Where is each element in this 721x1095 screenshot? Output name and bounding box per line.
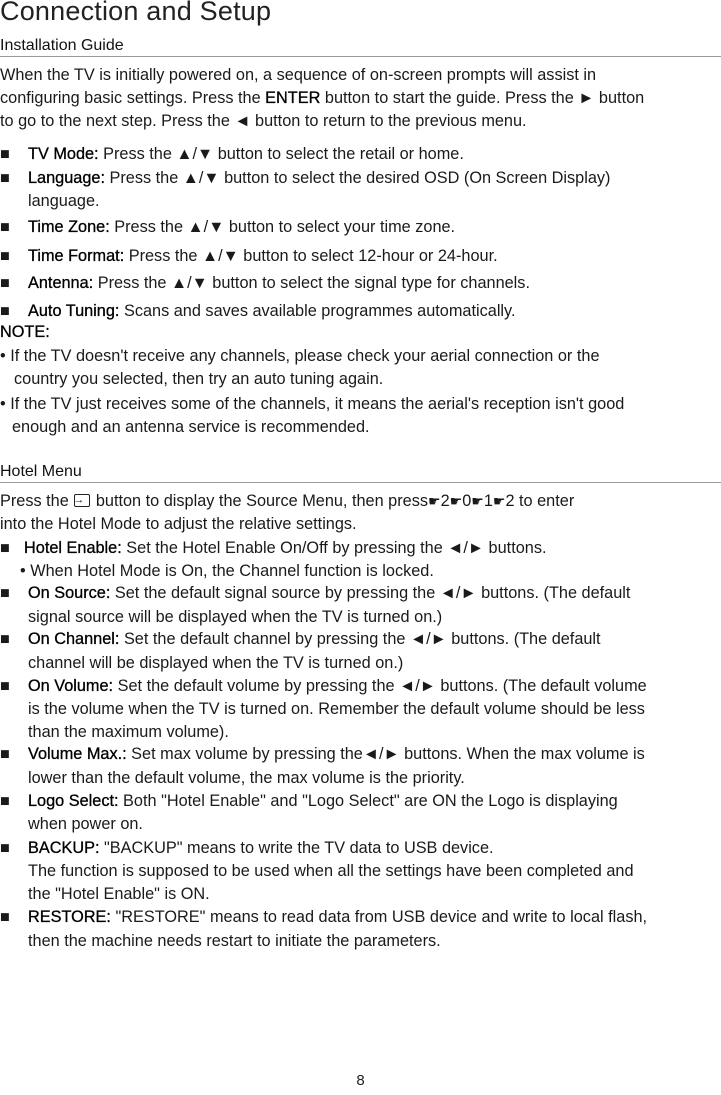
item-text: Both "Hotel Enable" and "Logo Select" are ON the Logo is displaying (118, 792, 618, 810)
hotel-item-enable (0, 537, 547, 561)
item-term: BACKUP: (28, 839, 100, 857)
item-term: RESTORE: (28, 908, 111, 926)
install-item-time-format (0, 245, 498, 269)
code-digit: 2 (440, 492, 450, 510)
hotel-item-on-volume (0, 675, 647, 699)
pointing-hand-icon: ☛ (449, 493, 463, 509)
hotel-item-volume-max (0, 743, 645, 767)
pointing-hand-icon: ☛ (471, 493, 484, 509)
page-title: Connection and Setup (0, 0, 272, 26)
square-bullet-icon: ■ (0, 145, 10, 163)
install-item-time-zone (0, 216, 455, 240)
item-continuation: the "Hotel Enable" is ON. (28, 885, 210, 903)
item-continuation: The function is supposed to be used when all the settings have been completed and (28, 862, 634, 880)
square-bullet-icon: ■ (0, 539, 10, 557)
note-line: country you selected, then try an auto tuning again. (14, 370, 384, 388)
square-bullet-icon: ■ (0, 839, 10, 857)
item-text: Set the Hotel Enable On/Off by pressing the ◄/► buttons. (121, 539, 547, 557)
item-term: Volume Max.: (28, 745, 127, 763)
square-bullet-icon: ■ (0, 677, 10, 695)
item-continuation: when power on. (28, 815, 143, 833)
install-item-auto-tuning (0, 300, 516, 324)
item-continuation: is the volume when the TV is turned on. Remember the default volume should be less (28, 700, 645, 718)
item-term: On Source: (28, 584, 111, 602)
square-bullet-icon: ■ (0, 584, 10, 602)
pointing-hand-icon: ☛ (428, 493, 441, 509)
note-line: • If the TV doesn't receive any channels, please check your aerial connection or the (0, 347, 600, 365)
intro-text: to enter (514, 492, 575, 510)
item-text: Set max volume by pressing the◄/► buttons. When the max volume is (126, 745, 645, 763)
installation-intro (0, 64, 644, 133)
item-term: Language: (28, 169, 105, 187)
pointing-hand-icon: ☛ (492, 493, 506, 509)
item-term: On Channel: (28, 630, 120, 648)
item-continuation: lower than the default volume, the max volume is the priority. (28, 769, 465, 787)
item-continuation: language. (28, 192, 100, 210)
item-text: Press the ▲/▼ button to select the signal type for channels. (93, 274, 530, 292)
item-text: "RESTORE" means to read data from USB device and write to local flash, (110, 908, 648, 926)
hotel-item-backup (0, 837, 494, 861)
note-line: enough and an antenna service is recommended. (12, 418, 370, 436)
install-item-language (0, 167, 610, 191)
item-term: Auto Tuning: (28, 302, 120, 320)
square-bullet-icon: ■ (0, 630, 10, 648)
square-bullet-icon: ■ (0, 302, 10, 320)
installation-guide-heading: Installation Guide (0, 37, 721, 57)
square-bullet-icon: ■ (0, 908, 10, 926)
item-continuation: than the maximum volume). (28, 723, 229, 741)
item-text: "BACKUP" means to write the TV data to USB device. (99, 839, 494, 857)
enter-keyword: ENTER (265, 89, 321, 107)
item-text: Set the default channel by pressing the ◄/► buttons. (The default (119, 630, 601, 648)
hotel-enable-sub: • When Hotel Mode is On, the Channel function is locked. (20, 562, 434, 580)
install-item-tv-mode (0, 143, 464, 167)
item-text: Press the ▲/▼ button to select your time zone. (109, 218, 456, 236)
hotel-item-on-channel (0, 628, 601, 652)
item-term: Antenna: (28, 274, 94, 292)
item-continuation: signal source will be displayed when the TV is turned on.) (28, 608, 443, 626)
code-digit: 2 (505, 492, 515, 510)
hotel-item-restore (0, 906, 647, 930)
item-text: Scans and saves available programmes automatically. (119, 302, 516, 320)
item-term: Logo Select: (28, 792, 119, 810)
square-bullet-icon: ■ (0, 745, 10, 763)
item-text: Press the ▲/▼ button to select the desired OSD (On Screen Display) (104, 169, 611, 187)
install-item-antenna (0, 272, 530, 296)
item-text: Set the default signal source by pressing the ◄/► buttons. (The default (110, 584, 631, 602)
hotel-intro (0, 490, 574, 514)
square-bullet-icon: ■ (0, 169, 10, 187)
item-term: On Volume: (28, 677, 114, 695)
square-bullet-icon: ■ (0, 274, 10, 292)
hotel-intro-line2: into the Hotel Mode to adjust the relative settings. (0, 515, 357, 533)
intro-line: When the TV is initially powered on, a sequence of on-screen prompts will assist in (0, 66, 597, 84)
intro-text: configuring basic settings. Press the (0, 89, 266, 107)
code-digit: 1 (483, 492, 493, 510)
intro-text: button to display the Source Menu, then press (91, 492, 428, 510)
intro-line: to go to the next step. Press the ◄ button to return to the previous menu. (0, 112, 527, 130)
square-bullet-icon: ■ (0, 247, 10, 265)
hotel-item-logo-select (0, 790, 618, 814)
item-term: Time Zone: (28, 218, 110, 236)
hotel-menu-heading: Hotel Menu (0, 463, 721, 483)
item-text: Press the ▲/▼ button to select the retail or home. (98, 145, 464, 163)
item-text: Press the ▲/▼ button to select 12-hour or 24-hour. (124, 247, 498, 265)
item-term: TV Mode: (28, 145, 99, 163)
item-term: Hotel Enable: (24, 539, 122, 557)
square-bullet-icon: ■ (0, 218, 10, 236)
note-label: NOTE: (0, 323, 50, 341)
note-line: • If the TV just receives some of the channels, it means the aerial's reception isn't good (0, 395, 625, 413)
item-continuation: channel will be displayed when the TV is turned on.) (28, 654, 404, 672)
item-continuation: then the machine needs restart to initiate the parameters. (28, 932, 441, 950)
item-term: Time Format: (28, 247, 125, 265)
item-text: Set the default volume by pressing the ◄/► buttons. (The default volume (113, 677, 647, 695)
page-number: 8 (356, 1072, 365, 1089)
intro-text: Press the (0, 492, 74, 510)
intro-line (0, 87, 644, 110)
intro-text: button to start the guide. Press the ► button (320, 89, 645, 107)
square-bullet-icon: ■ (0, 792, 10, 810)
code-digit: 0 (462, 492, 472, 510)
source-icon (74, 494, 90, 507)
hotel-item-on-source (0, 582, 630, 606)
